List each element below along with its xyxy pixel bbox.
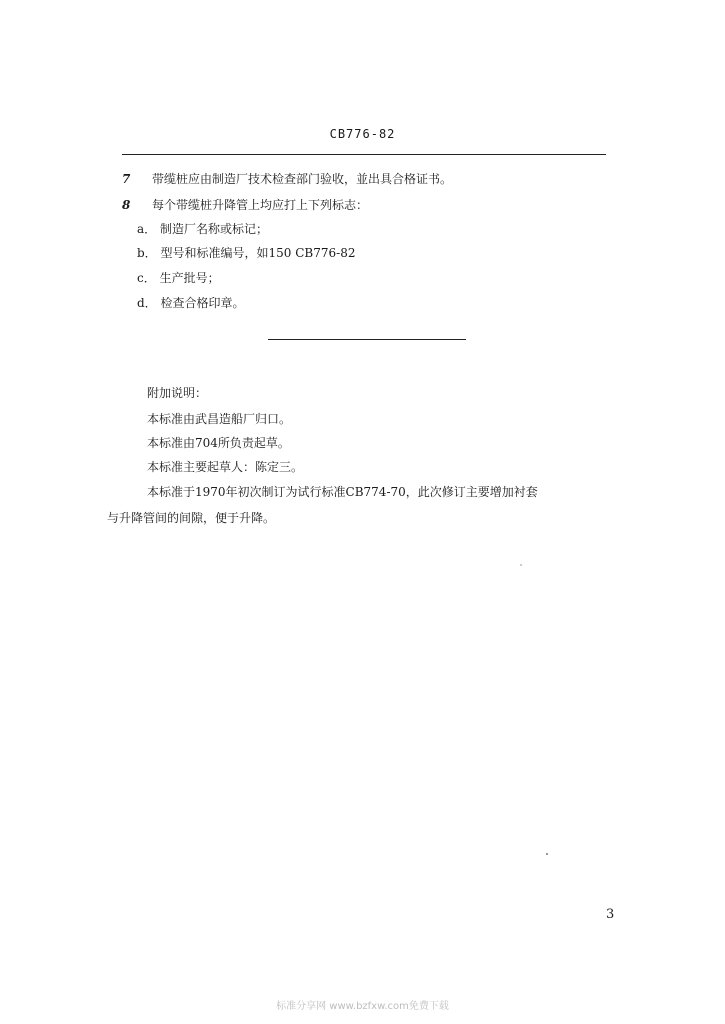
notes-line: 本标准由704所负责起草。 bbox=[147, 436, 290, 450]
item-text: 制造厂名称或标记； bbox=[159, 222, 268, 236]
item-label: c． bbox=[137, 271, 156, 285]
header-divider bbox=[122, 154, 606, 155]
item-text: 生产批号； bbox=[159, 271, 220, 285]
notes-line: 本标准主要起草人：陈定三。 bbox=[147, 460, 304, 474]
section-divider bbox=[268, 339, 466, 340]
item-label: a． bbox=[137, 222, 157, 236]
clause-8 bbox=[122, 197, 368, 213]
notes-line: 本标准由武昌造船厂归口。 bbox=[147, 412, 292, 426]
clause-7 bbox=[122, 171, 452, 187]
marking-item-c bbox=[137, 270, 220, 286]
scan-speck bbox=[520, 564, 522, 566]
item-label: d． bbox=[137, 296, 157, 310]
standard-code-header: CB776-82 bbox=[329, 127, 396, 141]
clause-text: 每个带缆桩升降管上均应打上下列标志： bbox=[152, 198, 369, 212]
clause-number: 7 bbox=[122, 172, 131, 186]
notes-heading: 附加说明： bbox=[147, 386, 208, 400]
marking-item-a bbox=[137, 221, 268, 237]
item-text: 检查合格印章。 bbox=[160, 296, 245, 310]
notes-line: 本标准于1970年初次制订为试行标准CB774-70，此次修订主要增加衬套 bbox=[147, 485, 538, 499]
footer-watermark: 标准分享网 www.bzfxw.com免费下载 bbox=[276, 1001, 449, 1012]
page-number: 3 bbox=[606, 907, 615, 922]
marking-item-b bbox=[137, 245, 355, 261]
item-label: b． bbox=[137, 246, 157, 260]
notes-line: 与升降管间的间隙，便于升降。 bbox=[107, 511, 276, 525]
item-text: 型号和标准编号，如150 CB776-82 bbox=[160, 246, 356, 260]
marking-item-d bbox=[137, 295, 245, 311]
clause-number: 8 bbox=[122, 198, 131, 212]
clause-text: 带缆桩应由制造厂技术检查部门验收，並出具合格证书。 bbox=[152, 172, 453, 186]
scan-speck bbox=[546, 853, 548, 855]
